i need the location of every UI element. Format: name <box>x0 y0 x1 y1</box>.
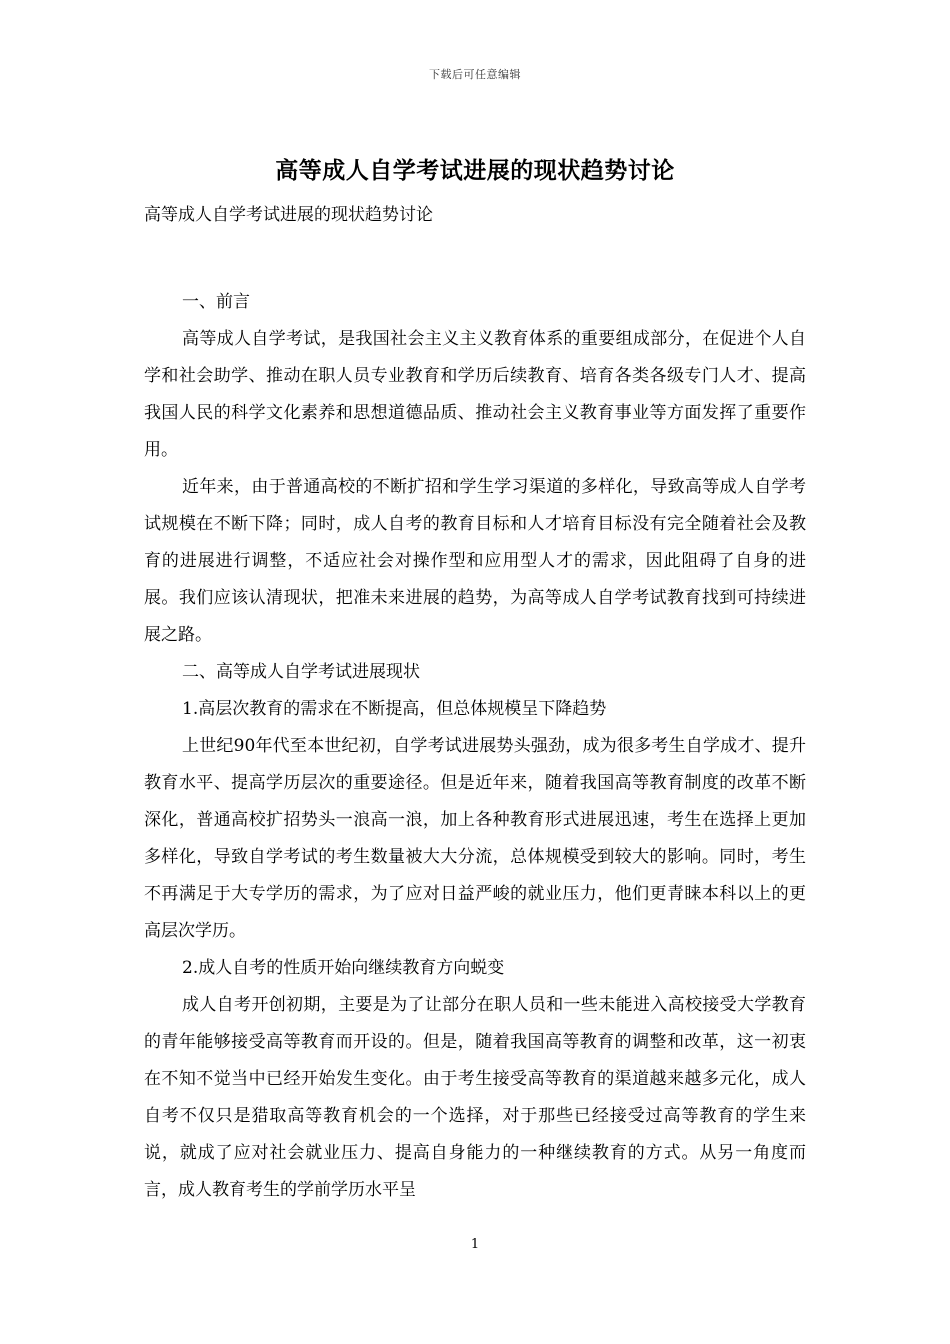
document-subtitle: 高等成人自学考试进展的现状趋势讨论 <box>144 205 433 225</box>
section-heading-status: 二、高等成人自学考试进展现状 <box>182 662 420 682</box>
header-note: 下载后可任意编辑 <box>429 68 521 81</box>
document-title: 高等成人自学考试进展的现状趋势讨论 <box>275 157 675 184</box>
blank-line <box>144 234 806 284</box>
subsection-heading-2: 2.成人自考的性质开始向继续教育方向蜕变 <box>182 958 505 978</box>
section-heading-preface: 一、前言 <box>182 292 250 312</box>
paragraph: 上世纪90年代至本世纪初，自学考试进展势头强劲，成为很多考生自学成才、提升教育水平、提高学历层次的重要途径。但是近年来，随着我国高等教育制度的改革不断深化，普通高校扩招势头一浪高一浪，加上各种教育形式进展迅速，考生在选择上更加多样化，导致自学考试的考生数量被大大分流，总体规模受到较大的影响。同时，考生不再满足于大专学历的需求，为了应对日益严峻的就业压力，他们更青睐本科以上的更高层次学历。 <box>144 736 806 941</box>
paragraph: 近年来，由于普通高校的不断扩招和学生学习渠道的多样化，导致高等成人自学考试规模在不断下降；同时，成人自考的教育目标和人才培育目标没有完全随着社会及教育的进展进行调整，不适应社会对操作型和应用型人才的需求，因此阻碍了自身的进展。我们应该认清现状，把准未来进展的趋势，为高等成人自学考试教育找到可持续进展之路。 <box>144 477 806 645</box>
document-body <box>144 197 806 1209</box>
subsection-heading-1: 1.高层次教育的需求在不断提高，但总体规模呈下降趋势 <box>182 699 607 719</box>
page-number: 1 <box>470 1237 480 1252</box>
paragraph: 高等成人自学考试，是我国社会主义主义教育体系的重要组成部分，在促进个人自学和社会助学、推动在职人员专业教育和学历后续教育、培育各类各级专门人才、提高我国人民的科学文化素养和思想道德品质、推动社会主义教育事业等方面发挥了重要作用。 <box>144 329 806 460</box>
paragraph: 成人自考开创初期，主要是为了让部分在职人员和一些未能进入高校接受大学教育的青年能够接受高等教育而开设的。但是，随着我国高等教育的调整和改革，这一初衷在不知不觉当中已经开始发生变化。由于考生接受高等教育的渠道越来越多元化，成人自考不仅只是猎取高等教育机会的一个选择，对于那些已经接受过高等教育的学生来说，就成了应对社会就业压力、提高自身能力的一种继续教育的方式。从另一角度而言，成人教育考生的学前学历水平呈 <box>144 995 806 1200</box>
